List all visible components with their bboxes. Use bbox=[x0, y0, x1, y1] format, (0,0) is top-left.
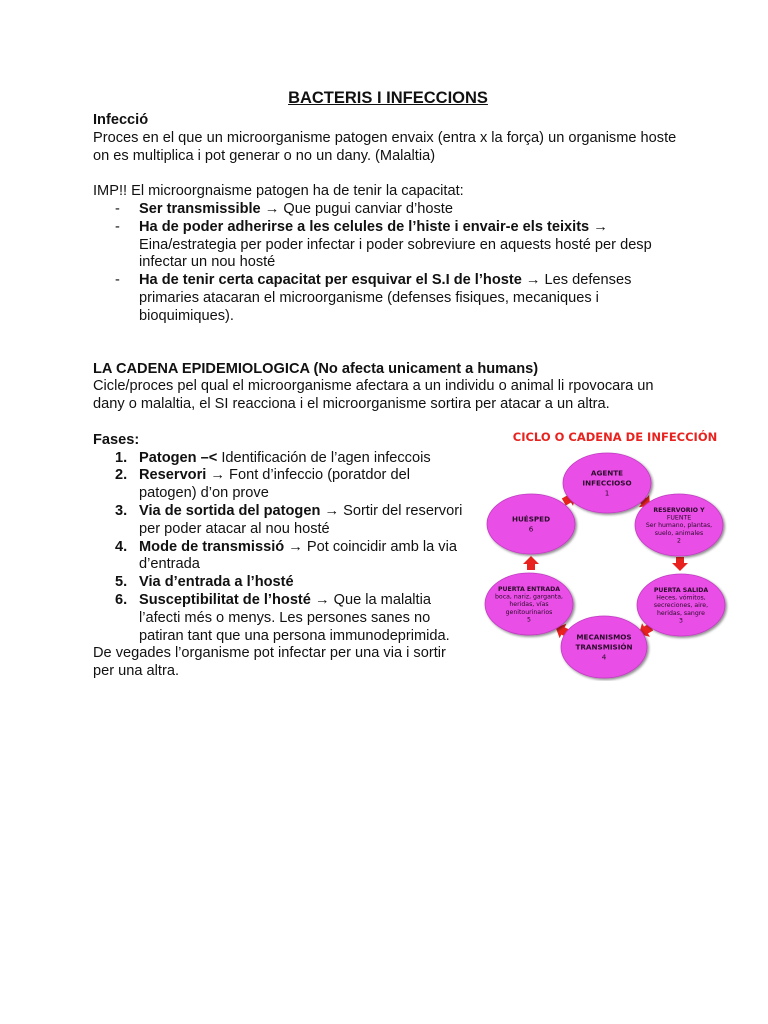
cycle-arrow-icon bbox=[523, 556, 539, 570]
cycle-node-label: TRANSMISIÓN bbox=[575, 642, 633, 652]
section-heading-infeccio: Infecció bbox=[93, 112, 149, 128]
cycle-node bbox=[561, 616, 647, 678]
cycle-node-number: 5 bbox=[527, 616, 531, 624]
cycle-node-label: Ser humano, plantas, bbox=[645, 522, 713, 530]
infeccio-paragraph: Proces en el que un microorganisme patogen envaix (entra x la força) un organisme hoste on es multiplica i pot generar o no un dany. (Malaltia) bbox=[93, 129, 677, 164]
cycle-node-label: AGENTE bbox=[590, 468, 624, 478]
list-item: 5. Via d’entrada a l’hosté bbox=[115, 574, 294, 591]
cycle-node bbox=[637, 574, 725, 636]
fases-heading: Fases: bbox=[93, 431, 140, 448]
fases-closing: De vegades l’organisme pot infectar per una via i sortir per una altra. bbox=[93, 645, 446, 680]
cycle-node-label: heridas, vías bbox=[509, 601, 549, 609]
cycle-node-label: suelo, animales bbox=[654, 529, 704, 537]
list-item: 3. Via de sortida del patogen → Sortir del reservori per poder atacar al nou hosté bbox=[115, 502, 463, 537]
cycle-node-label: HUÉSPED bbox=[511, 514, 551, 524]
list-item: - Ha de poder adherirse a les celules de l’histe i envair-e els teixits → Eina/estrategia per poder infectar i poder sobreviure en aquests hosté per desp infectar un nou hosté bbox=[93, 219, 683, 272]
diagram-title: CICLO O CADENA DE INFECCIÓN bbox=[512, 430, 718, 444]
phases-list bbox=[93, 450, 465, 646]
section-heading-cadena: LA CADENA EPIDEMIOLOGICA (No afecta unicament a humans) bbox=[93, 360, 539, 377]
infection-cycle-svg bbox=[479, 423, 752, 681]
cadena-paragraph: Cicle/proces pel qual el microorganisme afectara a un individu o animal li rpovocara un dany o malaltia, el SI reacciona i el microorganisme sortira per atacar a un altra. bbox=[93, 378, 654, 413]
phases-column bbox=[93, 432, 465, 681]
cycle-node-number: 2 bbox=[677, 537, 681, 545]
cycle-node bbox=[563, 453, 651, 513]
cycle-node bbox=[635, 494, 723, 556]
cycle-node-label: PUERTA SALIDA bbox=[653, 587, 709, 594]
list-item: 6. Susceptibilitat de l’hosté → Que la malaltia l’afecti més o menys. Les persones sanes no patiran tant que una persona immunodeprimida. bbox=[115, 591, 450, 644]
capacity-list bbox=[93, 201, 683, 326]
cycle-node-label: FUENTE bbox=[666, 514, 692, 522]
cycle-node-number: 1 bbox=[604, 488, 610, 498]
cycle-node-label: RESERVORIO Y bbox=[653, 507, 705, 514]
cycle-node-number: 6 bbox=[528, 524, 534, 534]
list-item: 2. Reservori → Font d’infeccio (poratdor del patogen) d’on prove bbox=[115, 467, 410, 502]
list-item: - Ha de tenir certa capacitat per esquivar el S.I de l’hoste → Les defenses primaries atacaran el microorganisme (defenses fisiques, mecaniques i bioquimiques). bbox=[93, 272, 683, 325]
cycle-node bbox=[485, 573, 573, 635]
page-title: BACTERIS I INFECCIONS bbox=[288, 89, 488, 107]
cycle-node-number: 3 bbox=[679, 617, 683, 625]
list-item: - Ser transmissible → Que pugui canviar d’hoste bbox=[93, 201, 683, 219]
imp-intro: IMP!! El microorgnaisme patogen ha de tenir la capacitat: bbox=[93, 183, 464, 200]
cycle-node bbox=[487, 494, 575, 554]
list-item: 4. Mode de transmissió → Pot coincidir amb la via d’entrada bbox=[115, 538, 457, 573]
cycle-node-label: Heces, vómitos, bbox=[656, 594, 706, 602]
cycle-node-label: INFECCIOSO bbox=[582, 478, 632, 488]
cycle-arrow-icon bbox=[672, 557, 688, 571]
cycle-node-number: 4 bbox=[601, 652, 607, 662]
list-item: 1. Patogen –< Identificación de l’agen infeccois bbox=[115, 449, 431, 466]
cycle-node-label: heridas, sangre bbox=[657, 609, 705, 617]
cycle-node-label: MECANISMOS bbox=[576, 632, 632, 642]
cycle-node-label: genitourinarios bbox=[505, 608, 553, 616]
infection-cycle-diagram bbox=[479, 423, 752, 681]
cycle-node-label: boca, nariz, garganta, bbox=[495, 593, 563, 601]
cycle-node-label: PUERTA ENTRADA bbox=[497, 586, 561, 593]
cycle-node-label: secreciones, aire, bbox=[653, 602, 709, 610]
